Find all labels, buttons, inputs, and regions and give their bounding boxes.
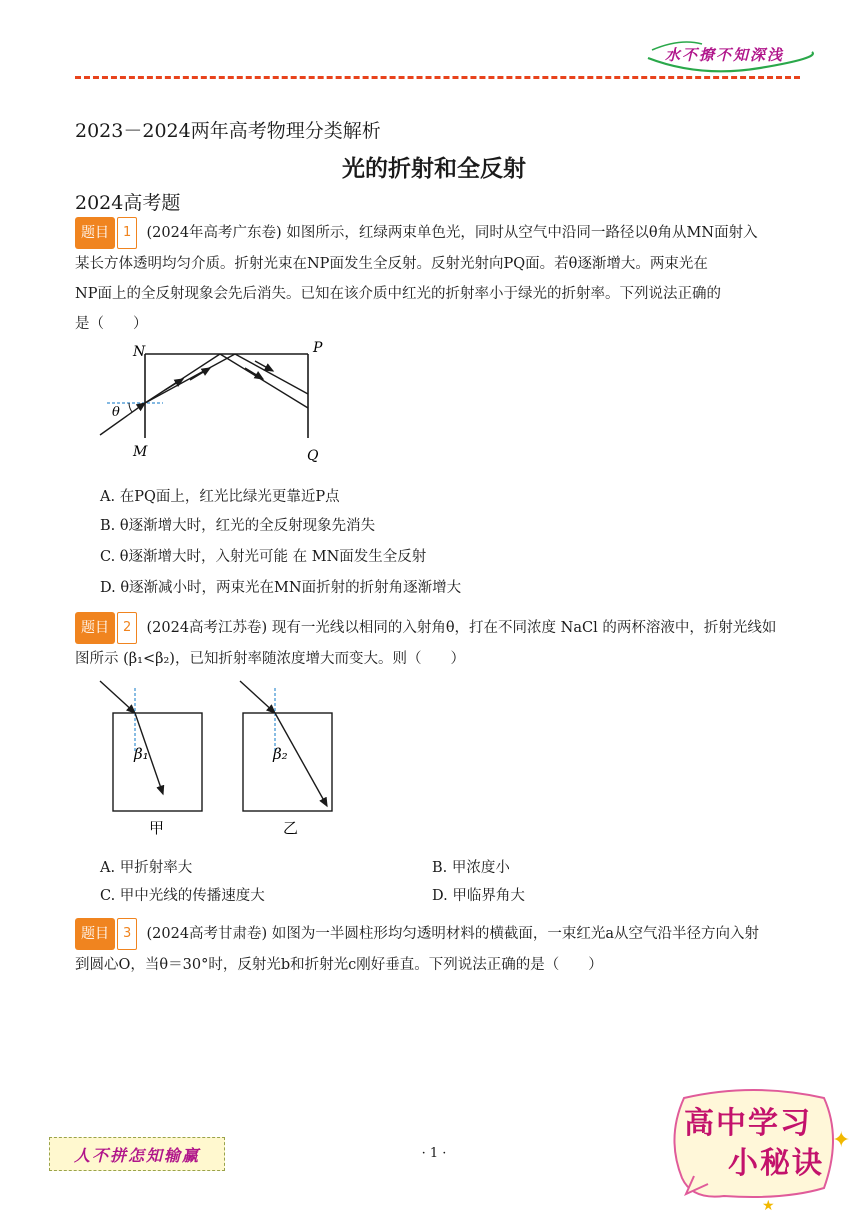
footer-motto: 人不拼怎知输赢 (49, 1137, 225, 1171)
question-1-line-3: NP面上的全反射现象会先后消失。已知在该介质中红光的折射率小于绿光的折射率。下列说法正确的 (75, 286, 721, 302)
label-theta: θ (112, 405, 120, 420)
incident-ray-yi (240, 681, 275, 713)
sparkle-icon: ✦ (832, 1128, 851, 1153)
question-1-line-2: 某长方体透明均匀介质。折射光束在NP面发生全反射。反射光射向PQ面。若θ逐渐增大。两束光在 (75, 256, 708, 272)
question-text: (2024年高考广东卷) 如图所示，红绿两束单色光，同时从空气中沿同一路径以θ角从MN面射入 (146, 225, 758, 241)
label-m: M (133, 444, 148, 460)
option-a[interactable]: A. 甲折射率大 (100, 860, 193, 876)
question-3 (75, 918, 795, 980)
refracted-ray-green (145, 354, 235, 403)
question-badge: 题目 (75, 217, 115, 249)
header-motto: 水不撩不知深浅 (665, 46, 785, 64)
figure-prism-diagram (95, 338, 335, 468)
motto-swoosh-decoration (640, 30, 820, 75)
angle-arc (129, 403, 132, 412)
question-number: 1 (117, 217, 137, 249)
caption-jia: 甲 (149, 819, 165, 837)
option-c[interactable]: C. θ逐渐增大时，入射光可能 在 MN面发生全反射 (100, 549, 427, 565)
option-d[interactable]: D. 甲临界角大 (432, 888, 525, 904)
question-2-line-2: 图所示 (β₁<β₂)，已知折射率随浓度增大而变大。则（ ） (75, 651, 465, 667)
question-badge: 题目 (75, 918, 115, 950)
option-a[interactable]: A. 在PQ面上，红光比绿光更靠近P点 (100, 489, 340, 505)
incident-ray (100, 403, 145, 435)
question-3-line-1 (75, 918, 795, 950)
document-title: 2023－2024两年高考物理分类解析 (75, 120, 381, 142)
incident-ray-jia (100, 681, 135, 713)
question-2 (75, 612, 795, 674)
label-q: Q (307, 448, 319, 464)
badge-text-line-2: 小秘诀 (728, 1146, 824, 1181)
question-badge: 题目 (75, 612, 115, 644)
question-text: (2024高考江苏卷) 现有一光线以相同的入射角θ，打在不同浓度 NaCl 的两杯溶液中，折射光线如 (146, 620, 777, 636)
option-d[interactable]: D. θ逐渐减小时，两束光在MN面折射的折射角逐渐增大 (100, 580, 462, 596)
reflected-ray-red (220, 354, 308, 408)
page-number: · 1 · (421, 1146, 447, 1161)
question-1-line-1 (75, 217, 795, 249)
label-beta2: β₂ (273, 745, 288, 763)
section-heading: 2024高考题 (75, 192, 181, 214)
reflected-ray-green (235, 354, 308, 394)
option-b[interactable]: B. θ逐渐增大时，红光的全反射现象先消失 (100, 518, 376, 534)
question-3-line-2: 到圆心O，当θ＝30°时，反射光b和折射光c刚好垂直。下列说法正确的是（ ） (75, 957, 603, 973)
beaker-jia (113, 713, 202, 811)
arrow-head (190, 368, 210, 380)
question-number: 3 (117, 918, 137, 950)
label-beta1: β₁ (134, 745, 149, 763)
caption-yi: 乙 (283, 819, 299, 837)
figure-solution-beakers (95, 676, 355, 841)
label-n: N (133, 344, 146, 360)
star-icon: ★ (762, 1198, 775, 1214)
question-1 (75, 217, 795, 339)
label-p: P (313, 340, 323, 356)
question-text: (2024高考甘肃卷) 如图为一半圆柱形均匀透明材料的横截面，一束红光a从空气沿半径方向入射 (146, 926, 759, 942)
question-2-line-1 (75, 612, 795, 644)
option-b[interactable]: B. 甲浓度小 (432, 860, 510, 876)
header-divider (75, 76, 800, 79)
question-number: 2 (117, 612, 137, 644)
page-title: 光的折射和全反射 (342, 155, 526, 182)
question-1-line-4: 是（ ） (75, 316, 148, 332)
option-c[interactable]: C. 甲中光线的传播速度大 (100, 888, 265, 904)
arrow-head (245, 368, 263, 379)
badge-text-line-1: 高中学习 (684, 1106, 812, 1141)
